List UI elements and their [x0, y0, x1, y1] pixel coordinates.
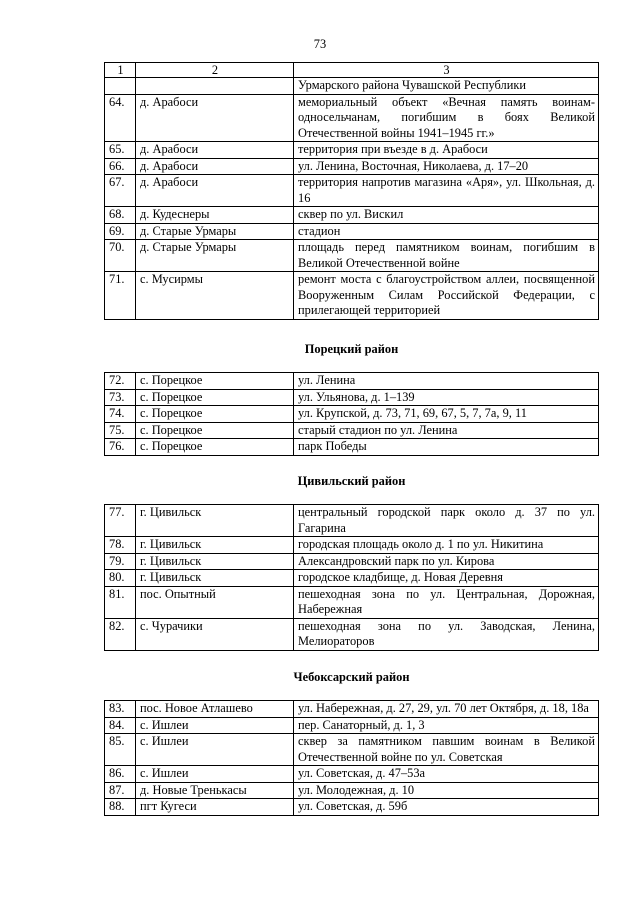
- row-object: парк Победы: [294, 439, 599, 456]
- table-row: [105, 175, 599, 207]
- row-place: с. Ишлеи: [136, 766, 294, 783]
- row-num: 66.: [105, 158, 136, 175]
- row-place: д. Арабоси: [136, 94, 294, 142]
- row-place: д. Старые Урмары: [136, 240, 294, 272]
- row-object: пешеходная зона по ул. Заводская, Ленина, Мелиораторов: [294, 618, 599, 650]
- row-object: ул. Советская, д. 47–53а: [294, 766, 599, 783]
- row-num: 78.: [105, 537, 136, 554]
- row-object: ул. Ульянова, д. 1–139: [294, 389, 599, 406]
- row-place: с. Ишлеи: [136, 717, 294, 734]
- row-object: территория при въезде в д. Арабоси: [294, 142, 599, 159]
- row-num: 84.: [105, 717, 136, 734]
- row-object: сквер по ул. Вискил: [294, 207, 599, 224]
- table-row: [105, 505, 599, 537]
- row-place: с. Порецкое: [136, 406, 294, 423]
- table-row: [105, 158, 599, 175]
- row-object: ул. Ленина, Восточная, Николаева, д. 17–20: [294, 158, 599, 175]
- row-num: 67.: [105, 175, 136, 207]
- row-num: 76.: [105, 439, 136, 456]
- table-row: [105, 94, 599, 142]
- row-num: 81.: [105, 586, 136, 618]
- row-place: с. Мусирмы: [136, 272, 294, 320]
- row-object: ул. Ленина: [294, 373, 599, 390]
- table-row: [105, 586, 599, 618]
- row-num: [105, 78, 136, 95]
- row-place: с. Порецкое: [136, 439, 294, 456]
- row-place: д. Старые Урмары: [136, 223, 294, 240]
- table-row: [105, 142, 599, 159]
- table-row: [105, 799, 599, 816]
- row-num: 64.: [105, 94, 136, 142]
- row-object: пешеходная зона по ул. Центральная, Дорожная, Набережная: [294, 586, 599, 618]
- table-row: [105, 717, 599, 734]
- row-place: с. Чурачики: [136, 618, 294, 650]
- row-num: 75.: [105, 422, 136, 439]
- row-num: 65.: [105, 142, 136, 159]
- row-object: ремонт моста с благоустройством аллеи, посвященной Вооруженным Силам Российской Федерации, с прилегающей территорией: [294, 272, 599, 320]
- row-object: городская площадь около д. 1 по ул. Никитина: [294, 537, 599, 554]
- row-place: г. Цивильск: [136, 570, 294, 587]
- table-row: [105, 272, 599, 320]
- table-row: [105, 439, 599, 456]
- table-header-row: [105, 63, 599, 78]
- row-place: с. Порецкое: [136, 422, 294, 439]
- table-row: [105, 782, 599, 799]
- row-num: 87.: [105, 782, 136, 799]
- row-num: 83.: [105, 701, 136, 718]
- row-place: с. Порецкое: [136, 373, 294, 390]
- row-object: ул. Молодежная, д. 10: [294, 782, 599, 799]
- row-object: ул. Набережная, д. 27, 29, ул. 70 лет Октября, д. 18, 18а: [294, 701, 599, 718]
- row-place: с. Ишлеи: [136, 734, 294, 766]
- table-row: [105, 389, 599, 406]
- row-num: 73.: [105, 389, 136, 406]
- row-num: 85.: [105, 734, 136, 766]
- row-object: центральный городской парк около д. 37 по ул. Гагарина: [294, 505, 599, 537]
- row-place: пос. Новое Атлашево: [136, 701, 294, 718]
- row-place: г. Цивильск: [136, 537, 294, 554]
- table-row: [105, 701, 599, 718]
- row-object: Александровский парк по ул. Кирова: [294, 553, 599, 570]
- row-object: стадион: [294, 223, 599, 240]
- table-tsivilsky: [104, 504, 599, 651]
- row-num: 70.: [105, 240, 136, 272]
- table-poretsky: [104, 372, 599, 456]
- table-row: [105, 223, 599, 240]
- section-title-cheboksarsky: Чебоксарский район: [293, 670, 410, 684]
- row-place: г. Цивильск: [136, 553, 294, 570]
- row-place: д. Арабоси: [136, 142, 294, 159]
- row-num: 82.: [105, 618, 136, 650]
- row-num: 88.: [105, 799, 136, 816]
- row-object: городское кладбище, д. Новая Деревня: [294, 570, 599, 587]
- row-num: 86.: [105, 766, 136, 783]
- row-place: с. Порецкое: [136, 389, 294, 406]
- row-place: пос. Опытный: [136, 586, 294, 618]
- page-number: 73: [313, 37, 327, 51]
- table-row: [105, 78, 599, 95]
- row-num: 69.: [105, 223, 136, 240]
- table-row: [105, 734, 599, 766]
- row-num: 68.: [105, 207, 136, 224]
- row-object: мемориальный объект «Вечная память воинам-односельчанам, погибшим в боях Великой Отечественной войны 1941–1945 гг.»: [294, 94, 599, 142]
- row-object: ул. Советская, д. 59б: [294, 799, 599, 816]
- row-place: [136, 78, 294, 95]
- header-col-3: 3: [294, 63, 599, 78]
- table-row: [105, 618, 599, 650]
- row-num: 77.: [105, 505, 136, 537]
- section-title-poretsky: Порецкий район: [304, 342, 399, 356]
- table-cheboksarsky: [104, 700, 599, 816]
- table-row: [105, 422, 599, 439]
- row-object: ул. Крупской, д. 73, 71, 69, 67, 5, 7, 7а, 9, 11: [294, 406, 599, 423]
- row-num: 79.: [105, 553, 136, 570]
- row-place: д. Кудеснеры: [136, 207, 294, 224]
- table-row: [105, 553, 599, 570]
- row-num: 74.: [105, 406, 136, 423]
- header-col-2: 2: [136, 63, 294, 78]
- header-col-1: 1: [105, 63, 136, 78]
- row-place: г. Цивильск: [136, 505, 294, 537]
- table-row: [105, 537, 599, 554]
- row-object: площадь перед памятником воинам, погибшим в Великой Отечественной войне: [294, 240, 599, 272]
- row-place: д. Арабоси: [136, 175, 294, 207]
- row-place: пгт Кугеси: [136, 799, 294, 816]
- row-object: Урмарского района Чувашской Республики: [294, 78, 599, 95]
- row-place: д. Новые Тренькасы: [136, 782, 294, 799]
- table-row: [105, 570, 599, 587]
- table-row: [105, 766, 599, 783]
- table-row: [105, 240, 599, 272]
- table-urmary: [104, 62, 599, 320]
- table-row: [105, 373, 599, 390]
- row-place: д. Арабоси: [136, 158, 294, 175]
- row-num: 80.: [105, 570, 136, 587]
- row-object: территория напротив магазина «Аря», ул. Школьная, д. 16: [294, 175, 599, 207]
- row-num: 72.: [105, 373, 136, 390]
- row-num: 71.: [105, 272, 136, 320]
- table-row: [105, 406, 599, 423]
- section-title-tsivilsky: Цивильский район: [297, 474, 406, 488]
- row-object: сквер за памятником павшим воинам в Великой Отечественной войне по ул. Советская: [294, 734, 599, 766]
- table-row: [105, 207, 599, 224]
- row-object: пер. Санаторный, д. 1, 3: [294, 717, 599, 734]
- row-object: старый стадион по ул. Ленина: [294, 422, 599, 439]
